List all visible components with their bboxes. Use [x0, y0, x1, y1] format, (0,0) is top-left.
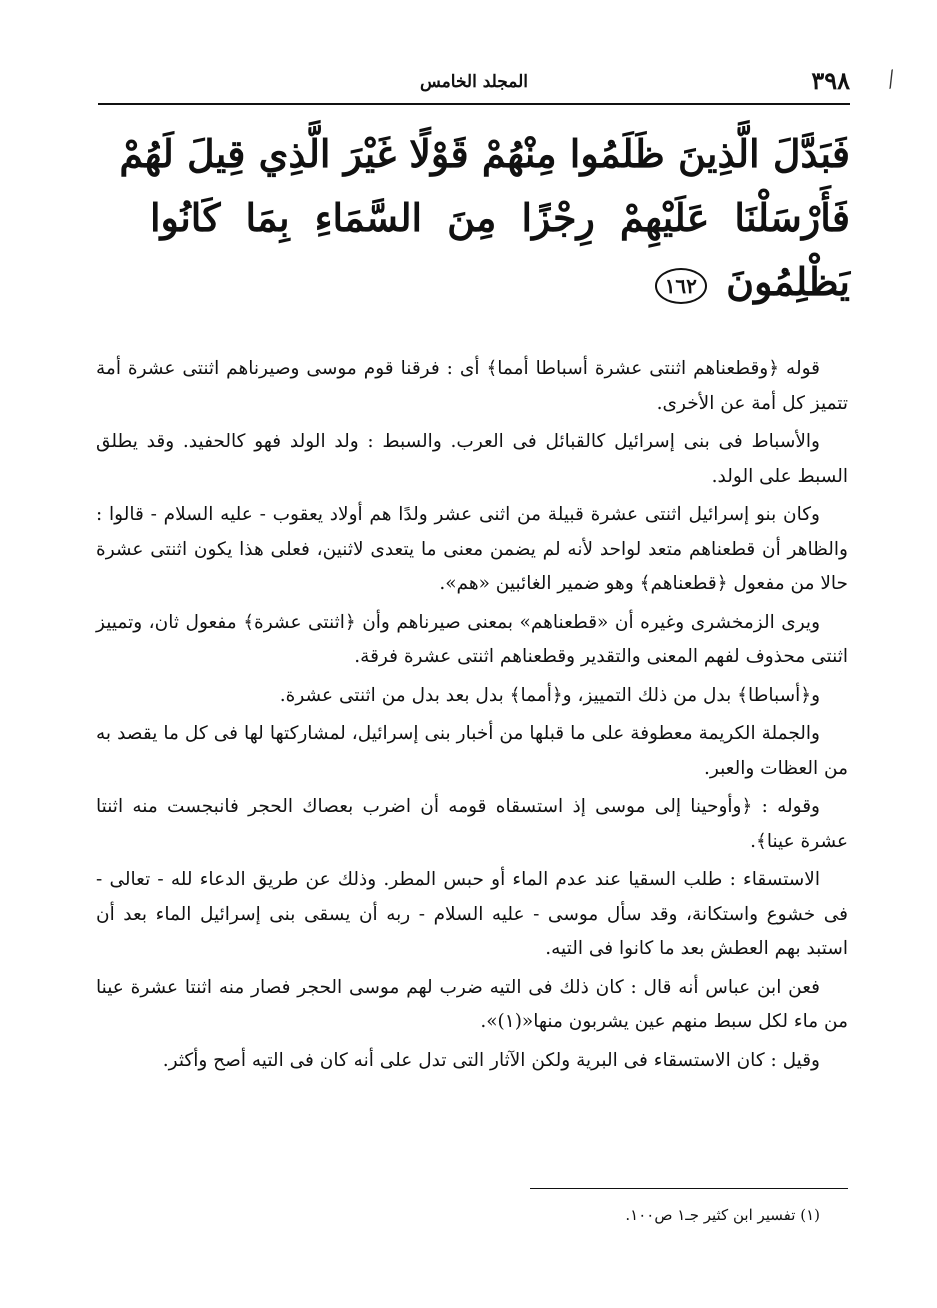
header-rule	[98, 103, 850, 105]
paragraph-6: والجملة الكريمة معطوفة على ما قبلها من أخبار بنى إسرائيل، لمشاركتها لها فى كل ما يقصد به من العظات والعبر.	[96, 723, 848, 779]
verse-line-3	[150, 250, 850, 314]
paragraph-3: وكان بنو إسرائيل اثنتى عشرة قبيلة من اثنى عشر ولدًا هم أولاد يعقوب - عليه السلام - قالوا : والظاهر أن قطعناهم متعد لواحد لأنه لم يضمن معنى ما يتعدى لاثنين، فعلى هذا يكون اثنتى عشرة حالا من مفعول ﴿قطعناهم﴾ وهو ضمير الغائبين «هم».	[96, 504, 848, 594]
footnote: (١) تفسير ابن كثير جـ١ ص١٠٠.	[625, 1206, 820, 1224]
paragraph-1: قوله ﴿وقطعناهم اثنتى عشرة أسباطا أمما﴾ أى : فرقنا قوم موسى وصيرناهم اثنتى عشرة أمة تتميز كل أمة عن الأخرى.	[96, 358, 848, 414]
paragraph-7: وقوله : ﴿وأوحينا إلى موسى إذ استسقاه قومه أن اضرب بعصاك الحجر فانبجست منه اثنتا عشرة عينا﴾.	[96, 796, 848, 852]
quran-verse	[119, 122, 850, 314]
paragraph-4: ويرى الزمخشرى وغيره أن «قطعناهم» بمعنى صيرناهم وأن ﴿اثنتى عشرة﴾ مفعول ثان، وتمييز اثنتى محذوف لفهم المعنى والتقدير وقطعناهم اثنتى عشرة فرقة.	[96, 611, 848, 667]
verse-line-2: فَأَرْسَلْنَا عَلَيْهِمْ رِجْزًا مِنَ السَّمَاءِ بِمَا كَانُوا	[150, 195, 850, 240]
paragraph-8: الاستسقاء : طلب السقيا عند عدم الماء أو حبس المطر. وذلك عن طريق الدعاء لله - تعالى - فى خشوع واستكانة، وقد سأل موسى - عليه السلام - ربه أن يسقى بنى إسرائيل الماء بعد أن استبد بهم العطش بعد ما كانوا فى التيه.	[96, 869, 848, 959]
running-title: المجلد الخامس	[419, 72, 528, 92]
verse-line-3-text: يَظْلِمُونَ	[726, 259, 850, 304]
ayah-number-marker: ١٦٢	[655, 268, 707, 304]
page-number: ٣٩٨	[811, 66, 850, 95]
commentary-body	[96, 352, 848, 1082]
paragraph-9: فعن ابن عباس أنه قال : كان ذلك فى التيه ضرب لهم موسى الحجر فصار منه اثنتا عشرة عينا من ماء لكل سبط منهم عين يشربون منها«(١)».	[96, 976, 848, 1032]
page-header	[98, 66, 850, 100]
paragraph-2: والأسباط فى بنى إسرائيل كالقبائل فى العرب. والسبط : ولد الولد فهو كالحفيد. وقد يطلق السبط على الولد.	[96, 431, 848, 487]
margin-pen-mark: ⁄	[884, 68, 899, 93]
paragraph-10: وقيل : كان الاستسقاء فى البرية ولكن الآثار التى تدل على أنه كان فى التيه أصح وأكثر.	[162, 1049, 820, 1071]
verse-line-1: فَبَدَّلَ الَّذِينَ ظَلَمُوا مِنْهُمْ قَوْلًا غَيْرَ الَّذِي قِيلَ لَهُمْ	[119, 131, 850, 176]
footnote-rule	[530, 1188, 848, 1189]
paragraph-5: و﴿أسباطا﴾ بدل من ذلك التمييز، و﴿أمما﴾ بدل بعد بدل من اثنتى عشرة.	[279, 684, 820, 706]
